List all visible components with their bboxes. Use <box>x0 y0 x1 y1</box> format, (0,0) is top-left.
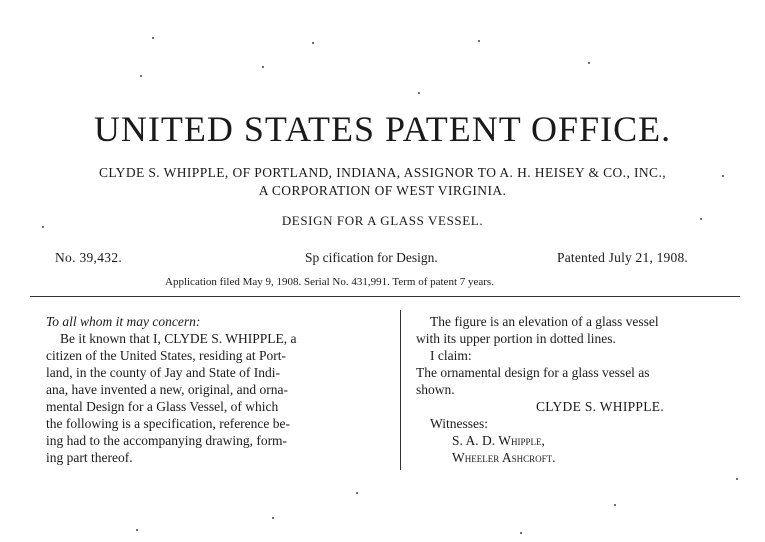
assignor-line-1: CLYDE S. WHIPPLE, OF PORTLAND, INDIANA, ASSIGNOR TO A. H. HEISEY & CO., INC., <box>98 165 667 180</box>
body-line: mental Design for a Glass Vessel, of which <box>46 399 279 414</box>
scan-speck <box>418 92 420 94</box>
body-line: with its upper portion in dotted lines. <box>416 331 616 346</box>
horizontal-rule <box>30 296 740 297</box>
witness-name: Wheeler Ashcroft. <box>452 450 556 465</box>
scan-speck <box>272 517 274 519</box>
scan-speck <box>614 504 616 506</box>
page-title: UNITED STATES PATENT OFFICE. <box>93 109 672 149</box>
scan-speck <box>356 492 358 494</box>
body-line: shown. <box>416 382 455 397</box>
left-column <box>46 313 297 466</box>
inventor-signature: CLYDE S. WHIPPLE. <box>536 399 665 414</box>
scan-speck <box>520 532 522 534</box>
body-line: citizen of the United States, residing at Port- <box>46 348 286 363</box>
body-line: the following is a specification, reference be- <box>46 416 291 431</box>
scan-speck <box>722 175 724 177</box>
body-line: The ornamental design for a glass vessel as <box>416 365 650 380</box>
application-line: Application filed May 9, 1908. Serial No. 431,991. Term of patent 7 years. <box>165 276 494 288</box>
specification-kind: Sp cification for Design. <box>305 250 438 265</box>
patent-number: No. 39,432. <box>55 250 123 265</box>
scan-speck <box>588 62 590 64</box>
scan-speck <box>478 40 480 42</box>
scan-speck <box>736 478 738 480</box>
scan-speck <box>152 37 154 39</box>
scan-speck <box>312 42 314 44</box>
body-line: ana, have invented a new, original, and orna- <box>46 382 289 397</box>
scan-speck <box>140 75 142 77</box>
patented-date: Patented July 21, 1908. <box>557 250 688 265</box>
witness-name: S. A. D. Whipple, <box>452 433 545 448</box>
scan-speck <box>262 66 264 68</box>
witnesses-label: Witnesses: <box>430 416 488 431</box>
body-line: ing had to the accompanying drawing, form- <box>46 433 288 448</box>
scan-speck <box>136 529 138 531</box>
right-column <box>416 313 664 466</box>
salutation: To all whom it may concern: <box>46 314 201 329</box>
scan-speck <box>42 226 44 228</box>
body-line: ing part thereof. <box>46 450 133 465</box>
body-line: Be it known that I, CLYDE S. WHIPPLE, a <box>60 331 297 346</box>
column-divider <box>400 310 401 470</box>
body-line: land, in the county of Jay and State of Indi- <box>46 365 280 380</box>
claim-label: I claim: <box>430 348 472 363</box>
assignor-line-2: A CORPORATION OF WEST VIRGINIA. <box>258 183 507 198</box>
design-title: DESIGN FOR A GLASS VESSEL. <box>281 213 484 228</box>
body-line: The figure is an elevation of a glass vessel <box>430 314 659 329</box>
scan-speck <box>700 218 702 220</box>
